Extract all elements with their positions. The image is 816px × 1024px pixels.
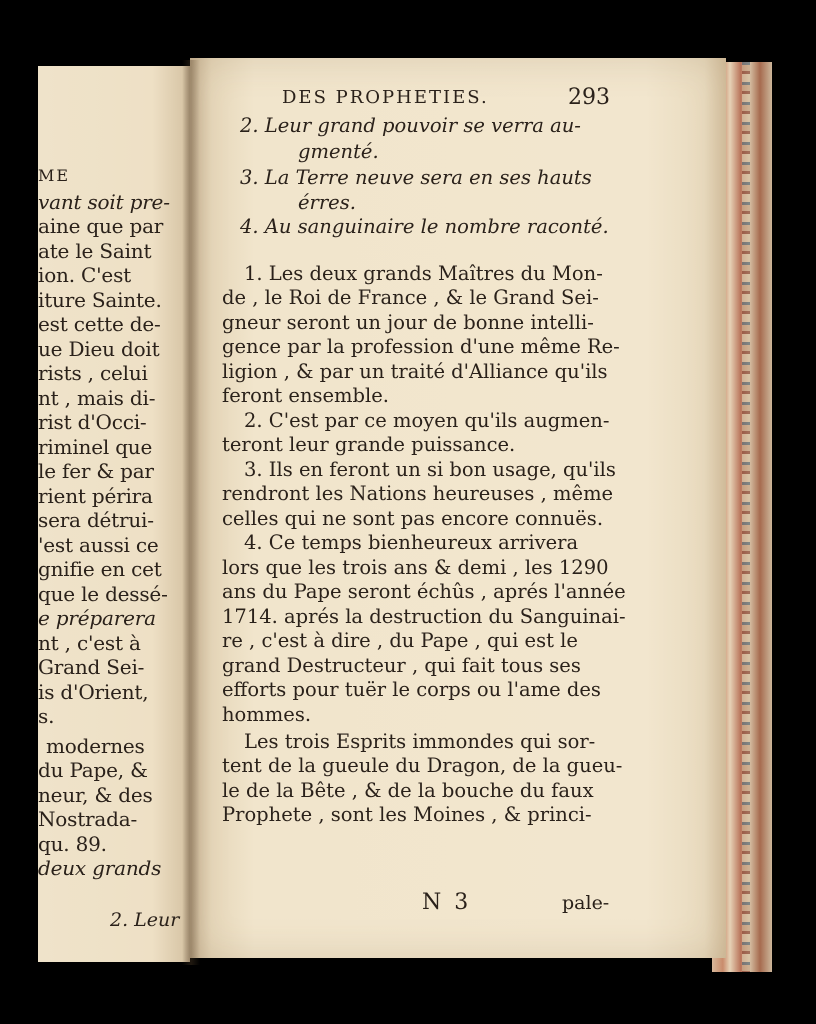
body-line: 2. C'est par ce moyen qu'ils augmen-: [244, 409, 610, 432]
left-line: s.: [38, 704, 55, 728]
body-line: Prophete , sont les Moines , & princi-: [222, 803, 592, 826]
body-line: feront ensemble.: [222, 384, 390, 407]
left-line: iture Sainte.: [38, 288, 162, 312]
left-line: vant soit pre-: [38, 190, 170, 214]
left-line: est cette de-: [38, 312, 161, 336]
left-line: ate le Saint: [38, 239, 152, 263]
right-catchword: pale-: [562, 892, 610, 914]
left-line: ion. C'est: [38, 263, 131, 287]
left-line: qu. 89.: [38, 832, 107, 856]
body-line: 1714. aprés la destruction du Sanguinai-: [222, 605, 626, 628]
left-line: is d'Orient,: [38, 680, 149, 704]
left-line: que le dessé-: [38, 582, 168, 606]
verse-line: 3. La Terre neuve sera en ses hauts: [240, 166, 592, 189]
left-line: rists , celui: [38, 361, 148, 385]
left-line: modernes: [46, 734, 145, 758]
signature-mark: N 3: [422, 890, 472, 915]
body-line: tent de la gueule du Dragon, de la gueu-: [222, 754, 623, 777]
left-line: rist d'Occi-: [38, 410, 147, 434]
body-line: re , c'est à dire , du Pape , qui est le: [222, 629, 578, 652]
body-line: de , le Roi de France , & le Grand Sei-: [222, 286, 599, 309]
page-number: 293: [568, 85, 610, 110]
left-line: e préparera: [38, 606, 156, 630]
left-line: du Pape, &: [38, 758, 148, 782]
verse-line: gmenté.: [298, 140, 379, 163]
left-line: rient périra: [38, 484, 153, 508]
left-line: aine que par: [38, 214, 164, 238]
left-line: sera détrui-: [38, 508, 154, 532]
running-head: DES PROPHETIES.: [282, 87, 489, 108]
body-line: efforts pour tuër le corps ou l'ame des: [222, 678, 601, 701]
left-line: ue Dieu doit: [38, 337, 160, 361]
right-page: [190, 58, 726, 958]
body-line: gence par la profession d'une même Re-: [222, 335, 620, 358]
left-line: deux grands: [38, 856, 162, 880]
left-line: Grand Sei-: [38, 655, 145, 679]
body-line: celles qui ne sont pas encore connuës.: [222, 507, 604, 530]
left-running-head: ME: [38, 166, 71, 185]
body-line: ligion , & par un traité d'Alliance qu'ils: [222, 360, 608, 383]
left-line: neur, & des: [38, 783, 153, 807]
body-line: Les trois Esprits immondes qui sor-: [244, 730, 596, 753]
left-line: riminel que: [38, 435, 153, 459]
body-line: 4. Ce temps bienheureux arrivera: [244, 531, 579, 554]
body-line: rendront les Nations heureuses , même: [222, 482, 614, 505]
verse-line: 2. Leur grand pouvoir se verra au-: [240, 114, 581, 137]
body-line: lors que les trois ans & demi , les 1290: [222, 556, 609, 579]
verse-line: 4. Au sanguinaire le nombre raconté.: [240, 215, 609, 238]
left-page: [38, 66, 190, 962]
verse-line: érres.: [298, 191, 356, 214]
body-line: grand Destructeur , qui fait tous ses: [222, 654, 581, 677]
left-catchword: 2. Leur: [110, 909, 180, 931]
body-line: teront leur grande puissance.: [222, 433, 516, 456]
left-line: gnifie en cet: [38, 557, 162, 581]
book-gutter: [182, 60, 200, 965]
body-line: gneur seront un jour de bonne intelli-: [222, 311, 594, 334]
body-line: le de la Bête , & de la bouche du faux: [222, 779, 594, 802]
left-line: nt , mais di-: [38, 386, 156, 410]
body-line: hommes.: [222, 703, 312, 726]
body-line: 3. Ils en feront un si bon usage, qu'ils: [244, 458, 616, 481]
left-line: Nostrada-: [38, 807, 138, 831]
body-line: ans du Pape seront échûs , aprés l'année: [222, 580, 626, 603]
left-line: 'est aussi ce: [38, 533, 159, 557]
body-line: 1. Les deux grands Maîtres du Mon-: [244, 262, 603, 285]
left-line: le fer & par: [38, 459, 154, 483]
left-line: nt , c'est à: [38, 631, 141, 655]
